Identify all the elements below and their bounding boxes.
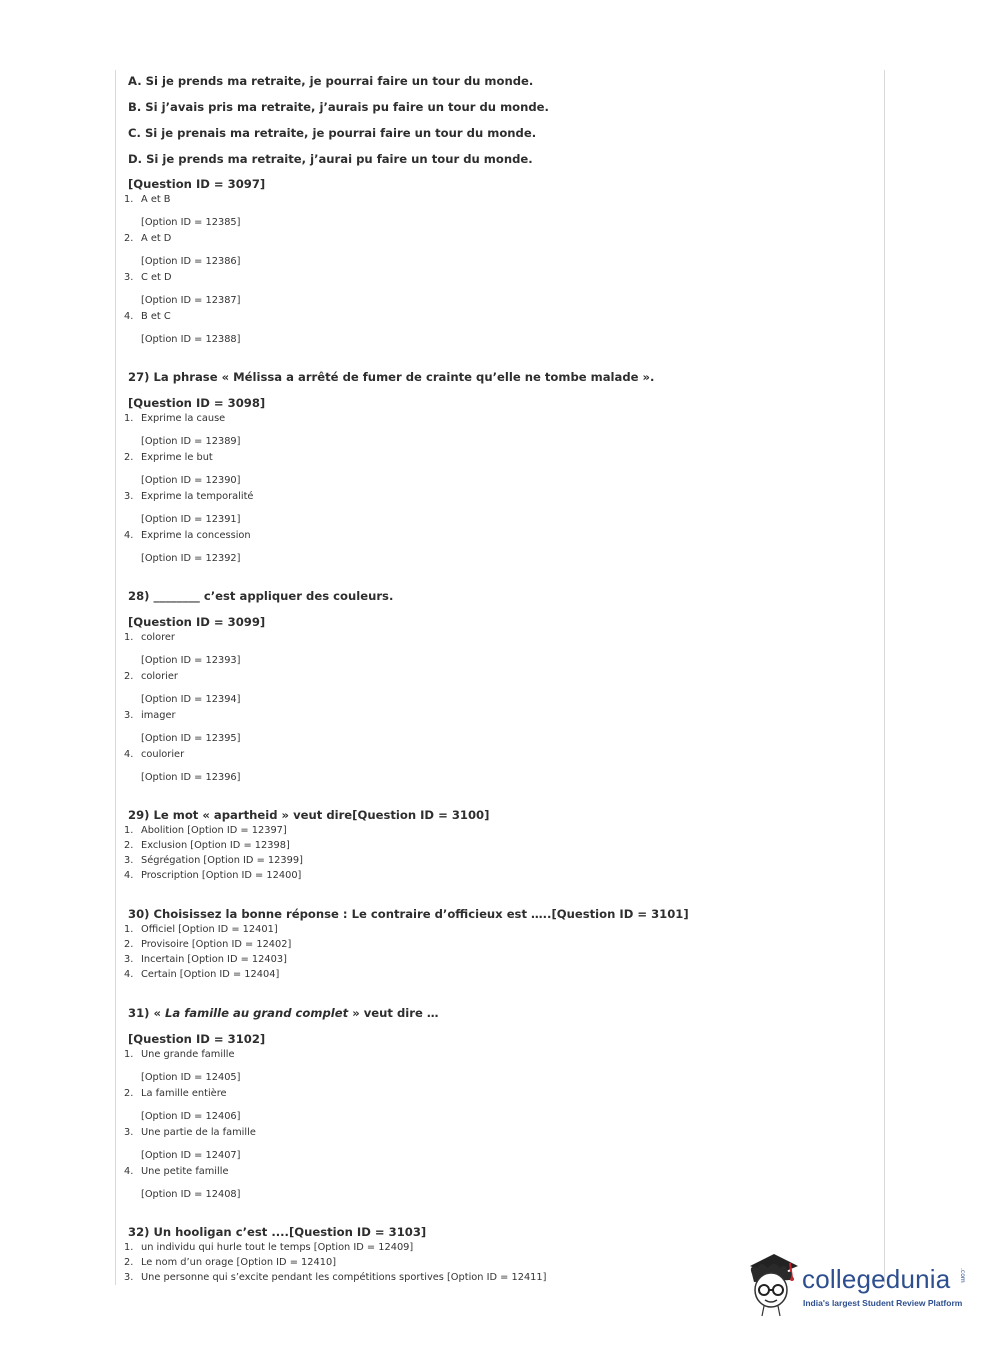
option-id: [Option ID = 12394] [141, 694, 241, 705]
option[interactable]: 2. colorier [124, 671, 178, 682]
option[interactable]: 2. Exprime le but [124, 452, 213, 463]
statement-c: C. Si je prenais ma retraite, je pourrai faire un tour du monde. [128, 126, 537, 140]
mascot-icon [740, 1248, 804, 1318]
option[interactable]: 2. Le nom d’un orage [Option ID = 12410] [124, 1257, 337, 1268]
option[interactable]: 1. Abolition [Option ID = 12397] [124, 825, 287, 836]
option[interactable]: 4. B et C [124, 311, 171, 322]
option[interactable]: 4. coulorier [124, 749, 185, 760]
option[interactable]: 4. Certain [Option ID = 12404] [124, 969, 280, 980]
option[interactable]: 4. Exprime la concession [124, 530, 251, 541]
option-id: [Option ID = 12386] [141, 256, 241, 267]
option[interactable]: 2. Exclusion [Option ID = 12398] [124, 840, 290, 851]
page-border-right [884, 70, 885, 1285]
option[interactable]: 2. Provisoire [Option ID = 12402] [124, 939, 292, 950]
logo-com: .com [959, 1268, 966, 1283]
option-id: [Option ID = 12396] [141, 772, 241, 783]
page-border-left [115, 70, 116, 1285]
question-id: [Question ID = 3098] [128, 396, 266, 410]
question-id: [Question ID = 3099] [128, 615, 266, 629]
question-27-title: 27) La phrase « Mélissa a arrêté de fumer de crainte qu’elle ne tombe malade ». [128, 370, 655, 384]
logo-tagline: India's largest Student Review Platform [803, 1298, 963, 1308]
option[interactable]: 3. Une personne qui s’excite pendant les compétitions sportives [Option ID = 12411] [124, 1272, 547, 1283]
question-paper [124, 73, 879, 1285]
option[interactable]: 3. Incertain [Option ID = 12403] [124, 954, 287, 965]
option-id: [Option ID = 12392] [141, 553, 241, 564]
option[interactable]: 4. Proscription [Option ID = 12400] [124, 870, 302, 881]
option-id: [Option ID = 12391] [141, 514, 241, 525]
option-id: [Option ID = 12385] [141, 217, 241, 228]
option[interactable]: 3. Exprime la temporalité [124, 491, 254, 502]
option[interactable]: 3. imager [124, 710, 176, 721]
option[interactable]: 1. Exprime la cause [124, 413, 226, 424]
question-32-title: 32) Un hooligan c’est ....[Question ID = 3103] [128, 1225, 427, 1239]
question-29-title: 29) Le mot « apartheid » veut dire[Question ID = 3100] [128, 808, 490, 822]
option-id: [Option ID = 12390] [141, 475, 241, 486]
question-30-title: 30) Choisissez la bonne réponse : Le contraire d’officieux est …..[Question ID = 3101] [128, 907, 689, 921]
option[interactable]: 1. un individu qui hurle tout le temps [Option ID = 12409] [124, 1242, 414, 1253]
option[interactable]: 3. C et D [124, 272, 172, 283]
question-id: [Question ID = 3097] [128, 177, 266, 191]
option[interactable]: 1. Une grande famille [124, 1049, 235, 1060]
option[interactable]: 1. Officiel [Option ID = 12401] [124, 924, 278, 935]
option-id: [Option ID = 12395] [141, 733, 241, 744]
option-id: [Option ID = 12408] [141, 1189, 241, 1200]
option[interactable]: 3. Une partie de la famille [124, 1127, 256, 1138]
option[interactable]: 1. colorer [124, 632, 175, 643]
option[interactable]: 4. Une petite famille [124, 1166, 229, 1177]
option[interactable]: 3. Ségrégation [Option ID = 12399] [124, 855, 303, 866]
statement-b: B. Si j’avais pris ma retraite, j’aurais pu faire un tour du monde. [128, 100, 549, 114]
option-id: [Option ID = 12388] [141, 334, 241, 345]
option[interactable]: 1. A et B [124, 194, 171, 205]
question-id: [Question ID = 3102] [128, 1032, 266, 1046]
option-id: [Option ID = 12393] [141, 655, 241, 666]
option-id: [Option ID = 12405] [141, 1072, 241, 1083]
logo-wordmark: collegedunia [802, 1264, 951, 1294]
option-id: [Option ID = 12406] [141, 1111, 241, 1122]
statement-d: D. Si je prends ma retraite, j’aurai pu faire un tour du monde. [128, 152, 533, 166]
collegedunia-logo[interactable] [740, 1248, 970, 1318]
option-id: [Option ID = 12389] [141, 436, 241, 447]
option[interactable]: 2. A et D [124, 233, 172, 244]
option-id: [Option ID = 12387] [141, 295, 241, 306]
option[interactable]: 2. La famille entière [124, 1088, 227, 1099]
statement-a: A. Si je prends ma retraite, je pourrai faire un tour du monde. [128, 74, 534, 88]
question-28-title: 28) ________ c’est appliquer des couleurs. [128, 589, 394, 603]
question-31-title: 31) « La famille au grand complet » veut dire … [128, 1006, 439, 1020]
option-id: [Option ID = 12407] [141, 1150, 241, 1161]
